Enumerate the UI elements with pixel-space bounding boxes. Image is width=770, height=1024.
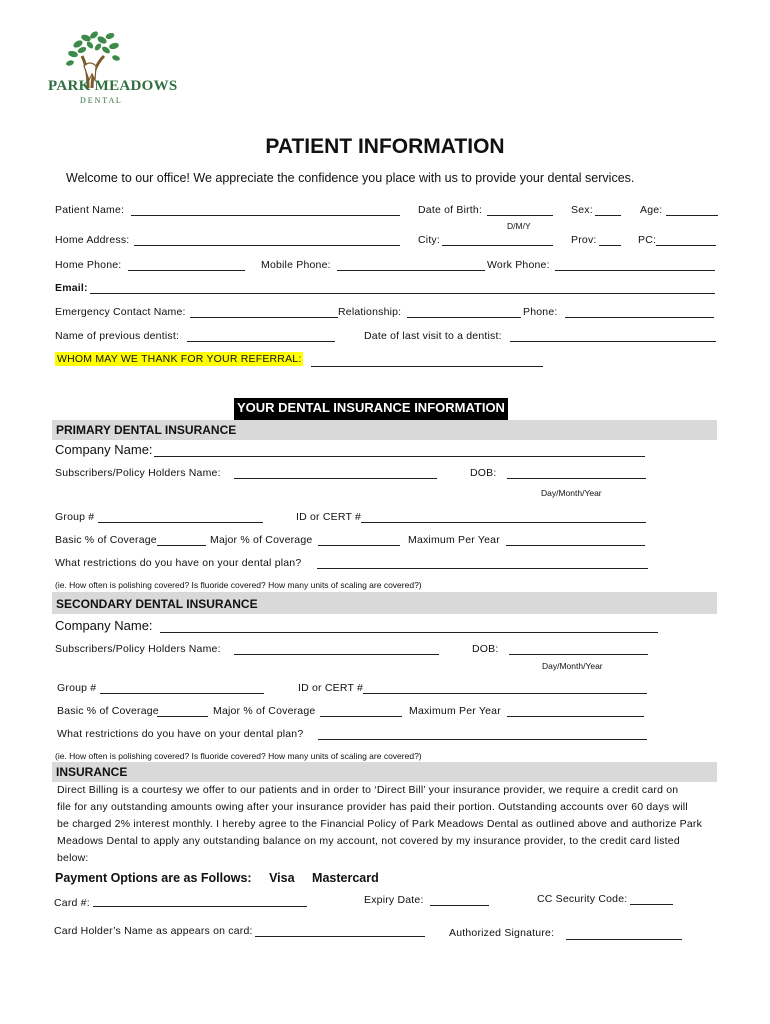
secondary-id-field[interactable] (363, 693, 647, 694)
primary-restrictions-label: What restrictions do you have on your dental plan? (55, 557, 302, 569)
age-label: Age: (640, 204, 663, 216)
primary-note: (ie. How often is polishing covered? Is fluoride covered? How many units of scaling are covered?) (55, 580, 422, 590)
home-address-label: Home Address: (55, 234, 130, 246)
pc-field[interactable] (656, 245, 716, 246)
primary-dob-field[interactable] (507, 478, 646, 479)
mobile-phone-field[interactable] (337, 270, 485, 271)
primary-restrictions-field[interactable] (317, 568, 648, 569)
cvc-field[interactable] (630, 904, 673, 905)
primary-basic-label: Basic % of Coverage (55, 534, 157, 546)
mastercard-label: Mastercard (312, 871, 379, 885)
secondary-restrictions-label: What restrictions do you have on your dental plan? (57, 728, 304, 740)
primary-major-field[interactable] (318, 545, 400, 546)
mobile-phone-label: Mobile Phone: (261, 259, 331, 271)
referral-field[interactable] (311, 366, 543, 367)
prov-field[interactable] (599, 245, 621, 246)
secondary-group-field[interactable] (100, 693, 264, 694)
cvc-label: CC Security Code: (537, 893, 628, 905)
card-number-label: Card #: (54, 897, 90, 909)
secondary-restrictions-field[interactable] (318, 739, 647, 740)
primary-subscriber-field[interactable] (234, 478, 437, 479)
last-visit-label: Date of last visit to a dentist: (364, 330, 502, 342)
home-address-field[interactable] (134, 245, 400, 246)
policy-line-4: Meadows Dental to apply any outstanding balance on my account, not covered by my insurance provider, to the credit card listed (57, 835, 680, 847)
payment-heading (55, 871, 379, 885)
insurance-section-title: YOUR DENTAL INSURANCE INFORMATION (234, 398, 508, 420)
secondary-note: (ie. How often is polishing covered? Is fluoride covered? How many units of scaling are covered?) (55, 751, 422, 761)
insurance-bar (52, 762, 717, 782)
logo-name: PARK MEADOWS (48, 78, 178, 94)
emergency-contact-label: Emergency Contact Name: (55, 306, 186, 318)
referral-label: WHOM MAY WE THANK FOR YOUR REFERRAL: (57, 353, 302, 365)
home-phone-label: Home Phone: (55, 259, 122, 271)
welcome-text: Welcome to our office! We appreciate the confidence you place with us to provide your dental services. (66, 171, 635, 185)
secondary-subscriber-field[interactable] (234, 654, 439, 655)
secondary-company-label: Company Name: (55, 618, 153, 633)
dob-format: D/M/Y (507, 221, 531, 231)
signature-field[interactable] (566, 939, 682, 940)
primary-company-label: Company Name: (55, 442, 153, 457)
secondary-id-label: ID or CERT # (298, 682, 364, 694)
prov-label: Prov: (571, 234, 597, 246)
emergency-phone-field[interactable] (565, 317, 714, 318)
visa-label: Visa (269, 871, 295, 885)
primary-insurance-heading: PRIMARY DENTAL INSURANCE (56, 423, 237, 437)
primary-subscriber-label: Subscribers/Policy Holders Name: (55, 467, 221, 479)
primary-dob-format: Day/Month/Year (541, 488, 602, 498)
sex-label: Sex: (571, 204, 593, 216)
patient-name-field[interactable] (131, 215, 400, 216)
previous-dentist-field[interactable] (187, 341, 335, 342)
expiry-label: Expiry Date: (364, 894, 424, 906)
primary-maximum-label: Maximum Per Year (408, 534, 500, 546)
city-label: City: (418, 234, 440, 246)
expiry-field[interactable] (430, 905, 489, 906)
secondary-insurance-heading: SECONDARY DENTAL INSURANCE (56, 597, 258, 611)
primary-maximum-field[interactable] (506, 545, 645, 546)
secondary-major-label: Major % of Coverage (213, 705, 316, 717)
signature-label: Authorized Signature: (449, 927, 555, 939)
relationship-label: Relationship: (338, 306, 402, 318)
secondary-basic-field[interactable] (157, 716, 208, 717)
dob-label: Date of Birth: (418, 204, 483, 216)
page-title: PATIENT INFORMATION (265, 135, 505, 158)
secondary-dob-field[interactable] (509, 654, 648, 655)
pc-label: PC: (638, 234, 657, 246)
email-label: Email: (55, 282, 88, 294)
secondary-company-field[interactable] (160, 632, 658, 633)
home-phone-field[interactable] (128, 270, 245, 271)
card-holder-label: Card Holder’s Name as appears on card: (54, 925, 253, 937)
primary-major-label: Major % of Coverage (210, 534, 313, 546)
policy-line-2: file for any outstanding amounts owing after your insurance provider has paid their portion. Outstanding accounts over 60 days will (57, 801, 688, 813)
emergency-contact-field[interactable] (190, 317, 338, 318)
secondary-group-label: Group # (57, 682, 97, 694)
primary-id-field[interactable] (361, 522, 646, 523)
primary-company-field[interactable] (154, 456, 645, 457)
secondary-dob-label: DOB: (472, 643, 499, 655)
secondary-basic-label: Basic % of Coverage (57, 705, 159, 717)
card-holder-field[interactable] (255, 936, 425, 937)
email-field[interactable] (90, 293, 715, 294)
secondary-major-field[interactable] (320, 716, 402, 717)
secondary-dob-format: Day/Month/Year (542, 661, 603, 671)
secondary-maximum-label: Maximum Per Year (409, 705, 501, 717)
payment-options-label: Payment Options are as Follows: (55, 871, 252, 885)
primary-basic-field[interactable] (157, 545, 206, 546)
previous-dentist-label: Name of previous dentist: (55, 330, 180, 342)
policy-line-1: Direct Billing is a courtesy we offer to our patients and in order to ‘Direct Bill’ your insurance provider, we require a credit card on (57, 784, 679, 796)
policy-line-3: be charged 2% interest monthly. I hereby agree to the Financial Policy of Park Meadows Dental as outlined above and authorize Park (57, 818, 703, 830)
last-visit-field[interactable] (510, 341, 716, 342)
logo (48, 30, 178, 105)
primary-group-label: Group # (55, 511, 95, 523)
age-field[interactable] (666, 215, 718, 216)
primary-group-field[interactable] (98, 522, 263, 523)
patient-name-label: Patient Name: (55, 204, 125, 216)
work-phone-field[interactable] (555, 270, 715, 271)
primary-id-label: ID or CERT # (296, 511, 362, 523)
secondary-maximum-field[interactable] (507, 716, 644, 717)
dob-field[interactable] (487, 215, 553, 216)
logo-subtitle: D E N T A L (80, 96, 121, 105)
sex-field[interactable] (595, 215, 621, 216)
policy-line-5: below: (57, 852, 89, 864)
city-field[interactable] (442, 245, 553, 246)
phone-label: Phone: (523, 306, 558, 318)
card-number-field[interactable] (93, 906, 307, 907)
primary-dob-label: DOB: (470, 467, 497, 479)
insurance-heading: INSURANCE (56, 765, 128, 779)
secondary-subscriber-label: Subscribers/Policy Holders Name: (55, 643, 221, 655)
work-phone-label: Work Phone: (487, 259, 550, 271)
relationship-field[interactable] (407, 317, 521, 318)
primary-insurance-bar (52, 420, 717, 440)
secondary-insurance-bar (52, 592, 717, 614)
